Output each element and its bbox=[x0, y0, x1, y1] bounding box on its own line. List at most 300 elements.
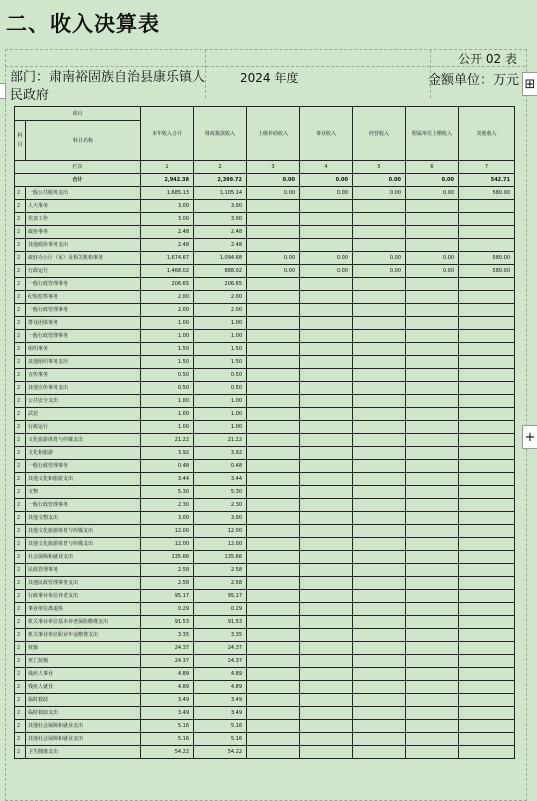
subject-name-cell: 其他文化旅游体育与传媒支出 bbox=[26, 538, 141, 551]
subject-code-cell: 2 bbox=[15, 603, 26, 616]
table-row bbox=[15, 252, 515, 265]
header-business: 事业收入 bbox=[300, 107, 353, 161]
value-cell bbox=[353, 577, 406, 590]
value-cell bbox=[353, 603, 406, 616]
subject-name-cell: 政府办公厅（室）及相关机构事务 bbox=[26, 252, 141, 265]
value-cell bbox=[247, 512, 300, 525]
value-cell bbox=[300, 382, 353, 395]
value-cell: 2.48 bbox=[141, 226, 194, 239]
value-cell: 54.22 bbox=[141, 746, 194, 759]
subject-name-cell: 其他民政管理事务支出 bbox=[26, 577, 141, 590]
subject-name-cell: 残疾人事业 bbox=[26, 668, 141, 681]
value-cell bbox=[459, 551, 515, 564]
value-cell bbox=[247, 681, 300, 694]
value-cell: 3.49 bbox=[194, 707, 247, 720]
value-cell bbox=[406, 239, 459, 252]
subject-name-cell: 死亡抚恤 bbox=[26, 655, 141, 668]
subject-code-cell: 2 bbox=[15, 382, 26, 395]
value-cell: 3.92 bbox=[194, 447, 247, 460]
column-number-cell: 1 bbox=[141, 161, 194, 174]
value-cell bbox=[459, 239, 515, 252]
value-cell bbox=[406, 746, 459, 759]
value-cell bbox=[353, 655, 406, 668]
subject-code-cell: 2 bbox=[15, 629, 26, 642]
value-cell bbox=[247, 356, 300, 369]
table-row bbox=[15, 304, 515, 317]
value-cell: 1.50 bbox=[194, 356, 247, 369]
subject-code-cell: 2 bbox=[15, 343, 26, 356]
subject-name-cell: 机关事业单位基本养老保险缴费支出 bbox=[26, 616, 141, 629]
subject-code-cell: 2 bbox=[15, 252, 26, 265]
subject-name-cell: 一般行政管理事务 bbox=[26, 330, 141, 343]
table-row bbox=[15, 356, 515, 369]
value-cell: 2.00 bbox=[194, 304, 247, 317]
value-cell bbox=[459, 291, 515, 304]
value-cell bbox=[353, 291, 406, 304]
value-cell bbox=[353, 408, 406, 421]
value-cell: 1.00 bbox=[141, 395, 194, 408]
value-cell bbox=[353, 226, 406, 239]
value-cell bbox=[459, 330, 515, 343]
value-cell: 0.00 bbox=[406, 252, 459, 265]
value-cell bbox=[353, 200, 406, 213]
value-cell bbox=[247, 551, 300, 564]
value-cell bbox=[353, 486, 406, 499]
subject-code-cell: 2 bbox=[15, 421, 26, 434]
value-cell bbox=[353, 681, 406, 694]
value-cell bbox=[406, 681, 459, 694]
subject-code-cell: 2 bbox=[15, 746, 26, 759]
value-cell: 12.00 bbox=[141, 538, 194, 551]
table-row bbox=[15, 746, 515, 759]
value-cell bbox=[459, 473, 515, 486]
header-subject-name: 科目名称 bbox=[26, 121, 141, 161]
value-cell bbox=[459, 408, 515, 421]
subject-name-cell: 一般行政管理事务 bbox=[26, 278, 141, 291]
subject-name-cell: 公共安全支出 bbox=[26, 395, 141, 408]
subject-code-cell: 2 bbox=[15, 434, 26, 447]
value-cell: 0.00 bbox=[353, 187, 406, 200]
value-cell bbox=[300, 434, 353, 447]
value-cell bbox=[300, 668, 353, 681]
value-cell bbox=[300, 694, 353, 707]
subject-code-cell: 2 bbox=[15, 616, 26, 629]
value-cell: 12.00 bbox=[194, 538, 247, 551]
table-row bbox=[15, 291, 515, 304]
value-cell bbox=[459, 720, 515, 733]
value-cell bbox=[353, 369, 406, 382]
subject-code-cell: 2 bbox=[15, 213, 26, 226]
value-cell: 4.89 bbox=[141, 668, 194, 681]
expand-icon[interactable]: ⊞ bbox=[522, 72, 537, 96]
value-cell: 1,685.13 bbox=[141, 187, 194, 200]
table-row bbox=[15, 551, 515, 564]
value-cell: 1,468.02 bbox=[141, 265, 194, 278]
value-cell: 206.65 bbox=[141, 278, 194, 291]
value-cell bbox=[247, 434, 300, 447]
value-cell: 1.00 bbox=[194, 421, 247, 434]
value-cell: 0.00 bbox=[353, 252, 406, 265]
value-cell bbox=[353, 421, 406, 434]
unit-label: 金额单位：万元 bbox=[427, 73, 519, 88]
value-cell bbox=[459, 525, 515, 538]
subject-name-cell: 其他政协事务支出 bbox=[26, 239, 141, 252]
value-cell bbox=[300, 564, 353, 577]
value-cell: 3.00 bbox=[141, 200, 194, 213]
value-cell: 3.00 bbox=[194, 512, 247, 525]
value-cell bbox=[247, 746, 300, 759]
subject-code-cell: 2 bbox=[15, 512, 26, 525]
value-cell: 3.49 bbox=[141, 707, 194, 720]
value-cell bbox=[353, 356, 406, 369]
value-cell bbox=[300, 278, 353, 291]
subject-name-cell: 其他文物支出 bbox=[26, 512, 141, 525]
value-cell bbox=[353, 382, 406, 395]
table-row bbox=[15, 421, 515, 434]
header-fiscal: 财政拨款收入 bbox=[194, 107, 247, 161]
value-cell bbox=[353, 590, 406, 603]
table-row bbox=[15, 278, 515, 291]
subject-name-cell: 行政运行 bbox=[26, 265, 141, 278]
subject-name-cell: 一般公共服务支出 bbox=[26, 187, 141, 200]
subject-name-cell: 代表工作 bbox=[26, 213, 141, 226]
value-cell: 2.58 bbox=[141, 577, 194, 590]
value-cell bbox=[353, 733, 406, 746]
add-icon[interactable]: + bbox=[522, 425, 537, 449]
value-cell bbox=[459, 343, 515, 356]
subject-code-cell: 2 bbox=[15, 265, 26, 278]
value-cell bbox=[247, 473, 300, 486]
value-cell: 0.50 bbox=[194, 382, 247, 395]
value-cell: 91.53 bbox=[141, 616, 194, 629]
total-value-cell: 0.00 bbox=[406, 174, 459, 187]
subject-name-cell: 其他文化旅游体育与传媒支出 bbox=[26, 525, 141, 538]
subject-name-cell: 事业单位离退休 bbox=[26, 603, 141, 616]
value-cell bbox=[300, 226, 353, 239]
value-cell: 21.22 bbox=[141, 434, 194, 447]
value-cell: 580.00 bbox=[459, 187, 515, 200]
value-cell: 0.00 bbox=[406, 265, 459, 278]
value-cell bbox=[300, 525, 353, 538]
value-cell bbox=[247, 499, 300, 512]
table-row bbox=[15, 473, 515, 486]
table-row bbox=[15, 577, 515, 590]
value-cell: 0.48 bbox=[141, 460, 194, 473]
value-cell: 3.00 bbox=[141, 213, 194, 226]
value-cell bbox=[406, 525, 459, 538]
value-cell bbox=[247, 304, 300, 317]
value-cell bbox=[353, 239, 406, 252]
value-cell: 2.00 bbox=[141, 291, 194, 304]
value-cell bbox=[247, 707, 300, 720]
value-cell bbox=[300, 317, 353, 330]
value-cell: 1.00 bbox=[194, 408, 247, 421]
value-cell bbox=[459, 200, 515, 213]
value-cell bbox=[247, 603, 300, 616]
value-cell: 3.00 bbox=[194, 213, 247, 226]
value-cell bbox=[406, 278, 459, 291]
value-cell bbox=[300, 460, 353, 473]
value-cell: 1.00 bbox=[141, 421, 194, 434]
subject-code-cell: 2 bbox=[15, 564, 26, 577]
value-cell bbox=[353, 538, 406, 551]
value-cell bbox=[459, 629, 515, 642]
value-cell bbox=[406, 499, 459, 512]
value-cell bbox=[247, 317, 300, 330]
value-cell: 888.02 bbox=[194, 265, 247, 278]
value-cell: 91.53 bbox=[194, 616, 247, 629]
table-row bbox=[15, 486, 515, 499]
value-cell: 0.29 bbox=[141, 603, 194, 616]
value-cell bbox=[406, 486, 459, 499]
value-cell bbox=[406, 707, 459, 720]
value-cell bbox=[406, 356, 459, 369]
subject-code-cell: 2 bbox=[15, 304, 26, 317]
value-cell: 12.00 bbox=[194, 525, 247, 538]
subject-name-cell: 武装 bbox=[26, 408, 141, 421]
value-cell bbox=[300, 473, 353, 486]
total-value-cell: 2,942.38 bbox=[141, 174, 194, 187]
table-row bbox=[15, 317, 515, 330]
value-cell bbox=[459, 434, 515, 447]
subject-code-cell: 2 bbox=[15, 278, 26, 291]
value-cell bbox=[459, 356, 515, 369]
value-cell: 12.00 bbox=[141, 525, 194, 538]
subject-code-cell: 2 bbox=[15, 733, 26, 746]
value-cell bbox=[406, 447, 459, 460]
subject-code-cell: 2 bbox=[15, 499, 26, 512]
table-row bbox=[15, 616, 515, 629]
subject-name-cell: 民政管理事务 bbox=[26, 564, 141, 577]
value-cell bbox=[300, 590, 353, 603]
value-cell bbox=[353, 278, 406, 291]
value-cell bbox=[353, 707, 406, 720]
value-cell bbox=[247, 343, 300, 356]
value-cell: 5.30 bbox=[194, 486, 247, 499]
table-row bbox=[15, 642, 515, 655]
value-cell: 5.30 bbox=[141, 486, 194, 499]
value-cell bbox=[406, 317, 459, 330]
value-cell bbox=[353, 668, 406, 681]
value-cell bbox=[300, 603, 353, 616]
value-cell bbox=[353, 642, 406, 655]
subject-code-cell: 2 bbox=[15, 291, 26, 304]
column-number-cell: 4 bbox=[300, 161, 353, 174]
value-cell: 135.66 bbox=[141, 551, 194, 564]
table-row bbox=[15, 408, 515, 421]
value-cell: 5.16 bbox=[141, 733, 194, 746]
subject-name-cell: 临时救助支出 bbox=[26, 707, 141, 720]
value-cell: 4.89 bbox=[194, 681, 247, 694]
value-cell bbox=[353, 720, 406, 733]
subject-code-cell: 2 bbox=[15, 447, 26, 460]
value-cell: 0.00 bbox=[247, 265, 300, 278]
value-cell: 5.16 bbox=[194, 720, 247, 733]
value-cell bbox=[459, 564, 515, 577]
value-cell bbox=[300, 720, 353, 733]
value-cell: 3.35 bbox=[141, 629, 194, 642]
table-row bbox=[15, 200, 515, 213]
value-cell bbox=[247, 655, 300, 668]
value-cell: 3.49 bbox=[141, 694, 194, 707]
value-cell bbox=[406, 408, 459, 421]
table-row bbox=[15, 512, 515, 525]
value-cell bbox=[353, 512, 406, 525]
total-value-cell: 2,399.72 bbox=[194, 174, 247, 187]
value-cell bbox=[406, 577, 459, 590]
value-cell bbox=[247, 408, 300, 421]
department-label: 部门：肃南裕固族自治县康乐镇人民政府 bbox=[10, 70, 206, 103]
value-cell: 580.00 bbox=[459, 252, 515, 265]
value-cell bbox=[353, 434, 406, 447]
value-cell: 4.89 bbox=[194, 668, 247, 681]
value-cell bbox=[459, 577, 515, 590]
value-cell bbox=[459, 382, 515, 395]
table-row bbox=[15, 382, 515, 395]
value-cell: 3.00 bbox=[194, 200, 247, 213]
value-cell bbox=[459, 369, 515, 382]
total-label: 合计 bbox=[15, 174, 141, 187]
value-cell bbox=[247, 291, 300, 304]
value-cell bbox=[459, 486, 515, 499]
table-row bbox=[15, 343, 515, 356]
subject-name-cell: 行政事业单位养老支出 bbox=[26, 590, 141, 603]
value-cell bbox=[459, 538, 515, 551]
value-cell bbox=[406, 629, 459, 642]
table-row bbox=[15, 655, 515, 668]
table-row bbox=[15, 330, 515, 343]
value-cell: 1.00 bbox=[141, 408, 194, 421]
value-cell: 24.37 bbox=[194, 655, 247, 668]
value-cell bbox=[459, 499, 515, 512]
value-cell bbox=[247, 642, 300, 655]
value-cell: 1.00 bbox=[194, 330, 247, 343]
value-cell: 2.30 bbox=[194, 499, 247, 512]
value-cell bbox=[247, 538, 300, 551]
value-cell bbox=[459, 395, 515, 408]
value-cell bbox=[406, 538, 459, 551]
value-cell bbox=[300, 642, 353, 655]
value-cell bbox=[353, 330, 406, 343]
table-row bbox=[15, 590, 515, 603]
value-cell: 3.92 bbox=[141, 447, 194, 460]
value-cell bbox=[300, 291, 353, 304]
value-cell bbox=[353, 694, 406, 707]
value-cell bbox=[300, 343, 353, 356]
value-cell bbox=[247, 447, 300, 460]
page-guide-line bbox=[5, 66, 525, 67]
value-cell bbox=[300, 239, 353, 252]
value-cell bbox=[247, 616, 300, 629]
value-cell bbox=[406, 564, 459, 577]
subject-name-cell: 其他社会保障和就业支出 bbox=[26, 733, 141, 746]
value-cell: 24.37 bbox=[141, 655, 194, 668]
value-cell: 0.00 bbox=[300, 187, 353, 200]
left-edge-handle[interactable] bbox=[0, 83, 6, 99]
value-cell bbox=[247, 226, 300, 239]
subject-code-cell: 2 bbox=[15, 707, 26, 720]
subject-code-cell: 2 bbox=[15, 395, 26, 408]
value-cell bbox=[459, 655, 515, 668]
subject-code-cell: 2 bbox=[15, 369, 26, 382]
subject-code-cell: 2 bbox=[15, 668, 26, 681]
year-label: 2024 年度 bbox=[240, 71, 299, 85]
value-cell: 0.00 bbox=[353, 265, 406, 278]
value-cell: 2.58 bbox=[141, 564, 194, 577]
table-row bbox=[15, 538, 515, 551]
value-cell bbox=[300, 304, 353, 317]
value-cell: 1.50 bbox=[141, 343, 194, 356]
value-cell bbox=[406, 200, 459, 213]
table-row bbox=[15, 239, 515, 252]
subject-code-cell: 2 bbox=[15, 486, 26, 499]
value-cell bbox=[300, 577, 353, 590]
value-cell bbox=[459, 278, 515, 291]
table-row bbox=[15, 395, 515, 408]
value-cell bbox=[459, 213, 515, 226]
table-row bbox=[15, 694, 515, 707]
value-cell bbox=[406, 395, 459, 408]
value-cell bbox=[353, 304, 406, 317]
value-cell bbox=[300, 486, 353, 499]
table-row bbox=[15, 720, 515, 733]
value-cell bbox=[406, 421, 459, 434]
value-cell: 135.66 bbox=[194, 551, 247, 564]
value-cell: 21.22 bbox=[194, 434, 247, 447]
value-cell bbox=[247, 330, 300, 343]
subject-code-cell: 2 bbox=[15, 239, 26, 252]
subject-name-cell: 文物 bbox=[26, 486, 141, 499]
subject-name-cell: 宣传事务 bbox=[26, 369, 141, 382]
value-cell: 3.35 bbox=[194, 629, 247, 642]
value-cell bbox=[459, 590, 515, 603]
value-cell bbox=[247, 668, 300, 681]
value-cell bbox=[406, 382, 459, 395]
value-cell bbox=[406, 473, 459, 486]
value-cell: 206.65 bbox=[194, 278, 247, 291]
table-row bbox=[15, 603, 515, 616]
value-cell bbox=[300, 512, 353, 525]
table-row bbox=[15, 187, 515, 200]
header-subordinate: 附属单位上缴收入 bbox=[406, 107, 459, 161]
subject-code-cell: 2 bbox=[15, 187, 26, 200]
subject-code-cell: 2 bbox=[15, 460, 26, 473]
value-cell bbox=[353, 395, 406, 408]
value-cell bbox=[247, 460, 300, 473]
value-cell bbox=[406, 616, 459, 629]
value-cell bbox=[300, 538, 353, 551]
value-cell bbox=[406, 304, 459, 317]
value-cell bbox=[300, 330, 353, 343]
value-cell: 4.89 bbox=[141, 681, 194, 694]
value-cell bbox=[353, 460, 406, 473]
value-cell bbox=[353, 746, 406, 759]
value-cell bbox=[247, 694, 300, 707]
value-cell: 1.00 bbox=[194, 317, 247, 330]
column-number-cell: 3 bbox=[247, 161, 300, 174]
value-cell bbox=[247, 369, 300, 382]
value-cell: 5.16 bbox=[141, 720, 194, 733]
subject-name-cell: 组织事务 bbox=[26, 343, 141, 356]
value-cell bbox=[406, 434, 459, 447]
subject-name-cell: 一般行政管理事务 bbox=[26, 499, 141, 512]
value-cell bbox=[459, 226, 515, 239]
value-cell bbox=[353, 564, 406, 577]
value-cell: 1.50 bbox=[141, 356, 194, 369]
subject-name-cell: 政协事务 bbox=[26, 226, 141, 239]
subject-code-cell: 2 bbox=[15, 590, 26, 603]
value-cell bbox=[247, 239, 300, 252]
